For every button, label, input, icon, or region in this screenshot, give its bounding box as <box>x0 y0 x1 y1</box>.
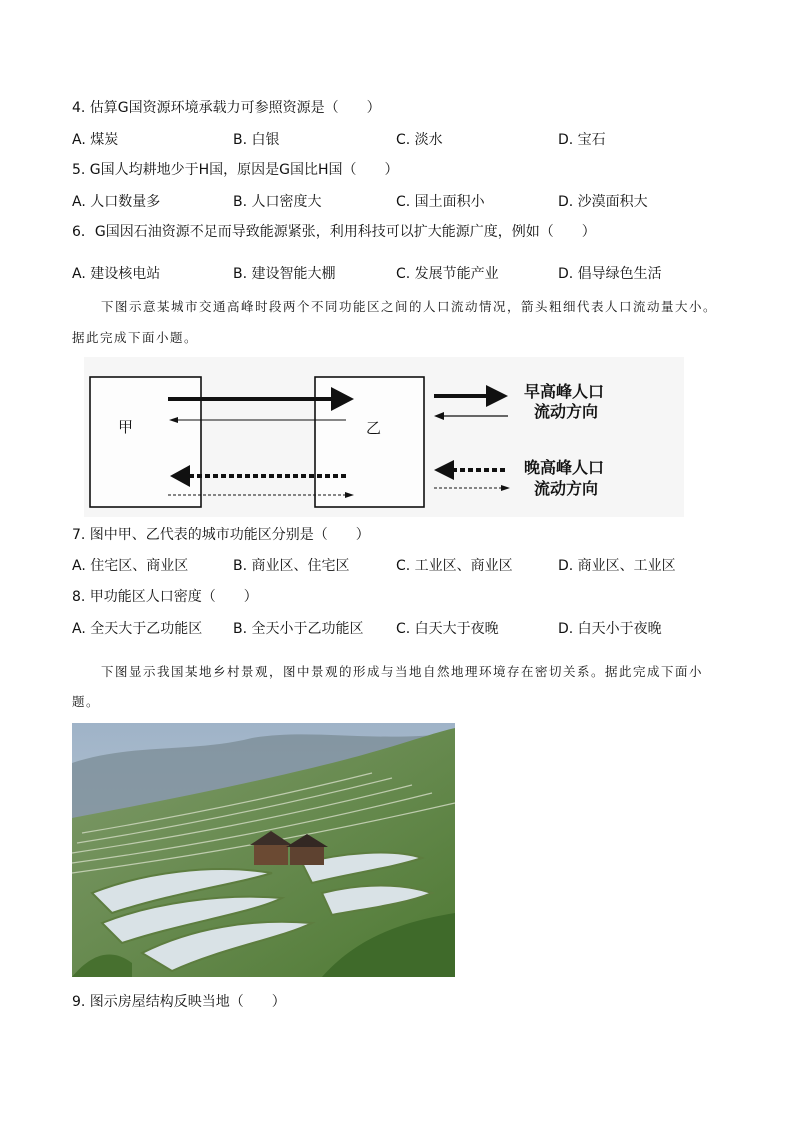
question-8-stem: 8. 甲功能区人口密度（ ） <box>72 589 258 605</box>
q6-option-d: D. 倡导绿色生活 <box>558 266 662 282</box>
q7-option-b: B. 商业区、住宅区 <box>233 558 350 574</box>
question-4-stem: 4. 估算G国资源环境承载力可参照资源是（ ） <box>72 100 381 116</box>
q7-option-d: D. 商业区、工业区 <box>558 558 676 574</box>
population-flow-diagram <box>84 357 684 517</box>
legend-evening-label-1: 晚高峰人口 <box>524 458 605 477</box>
q8-option-c: C. 白天大于夜晚 <box>396 621 499 637</box>
legend-evening-label-2: 流动方向 <box>534 479 599 498</box>
q5-option-b: B. 人口密度大 <box>233 194 322 210</box>
question-5-stem: 5. G国人均耕地少于H国，原因是G国比H国（ ） <box>72 162 399 178</box>
q6-option-b: B. 建设智能大棚 <box>233 266 336 282</box>
passage-2-line-1: 下图显示我国某地乡村景观，图中景观的形成与当地自然地理环境存在密切关系。据此完成下面小 <box>101 664 704 679</box>
q4-option-c: C. 淡水 <box>396 132 443 148</box>
q4-option-a: A. 煤炭 <box>72 132 119 148</box>
q6-option-c: C. 发展节能产业 <box>396 266 499 282</box>
rural-terrace-photo <box>72 723 455 977</box>
legend-morning-label-2: 流动方向 <box>534 402 599 421</box>
legend-morning-label-1: 早高峰人口 <box>524 382 605 401</box>
q8-option-b: B. 全天小于乙功能区 <box>233 621 364 637</box>
question-7-stem: 7. 图中甲、乙代表的城市功能区分别是（ ） <box>72 527 370 543</box>
q4-option-b: B. 白银 <box>233 132 280 148</box>
q6-option-a: A. 建设核电站 <box>72 266 161 282</box>
passage-1-line-2: 据此完成下面小题。 <box>72 330 199 345</box>
q5-option-a: A. 人口数量多 <box>72 194 161 210</box>
passage-2-line-2: 题。 <box>72 694 101 709</box>
zone-b-label: 乙 <box>366 419 382 437</box>
q5-option-c: C. 国土面积小 <box>396 194 485 210</box>
question-6-stem: 6．G国因石油资源不足而导致能源紧张，利用科技可以扩大能源广度，例如（ ） <box>72 224 596 240</box>
q7-option-c: C. 工业区、商业区 <box>396 558 513 574</box>
passage-1-line-1: 下图示意某城市交通高峰时段两个不同功能区之间的人口流动情况，箭头粗细代表人口流动量大小。 <box>101 299 718 314</box>
zone-a-label: 甲 <box>118 418 134 436</box>
q7-option-a: A. 住宅区、商业区 <box>72 558 189 574</box>
zone-a-box <box>90 377 201 507</box>
q8-option-a: A. 全天大于乙功能区 <box>72 621 203 637</box>
question-9-stem: 9. 图示房屋结构反映当地（ ） <box>72 994 286 1010</box>
q8-option-d: D. 白天小于夜晚 <box>558 621 662 637</box>
q5-option-d: D. 沙漠面积大 <box>558 194 648 210</box>
q4-option-d: D. 宝石 <box>558 132 606 148</box>
